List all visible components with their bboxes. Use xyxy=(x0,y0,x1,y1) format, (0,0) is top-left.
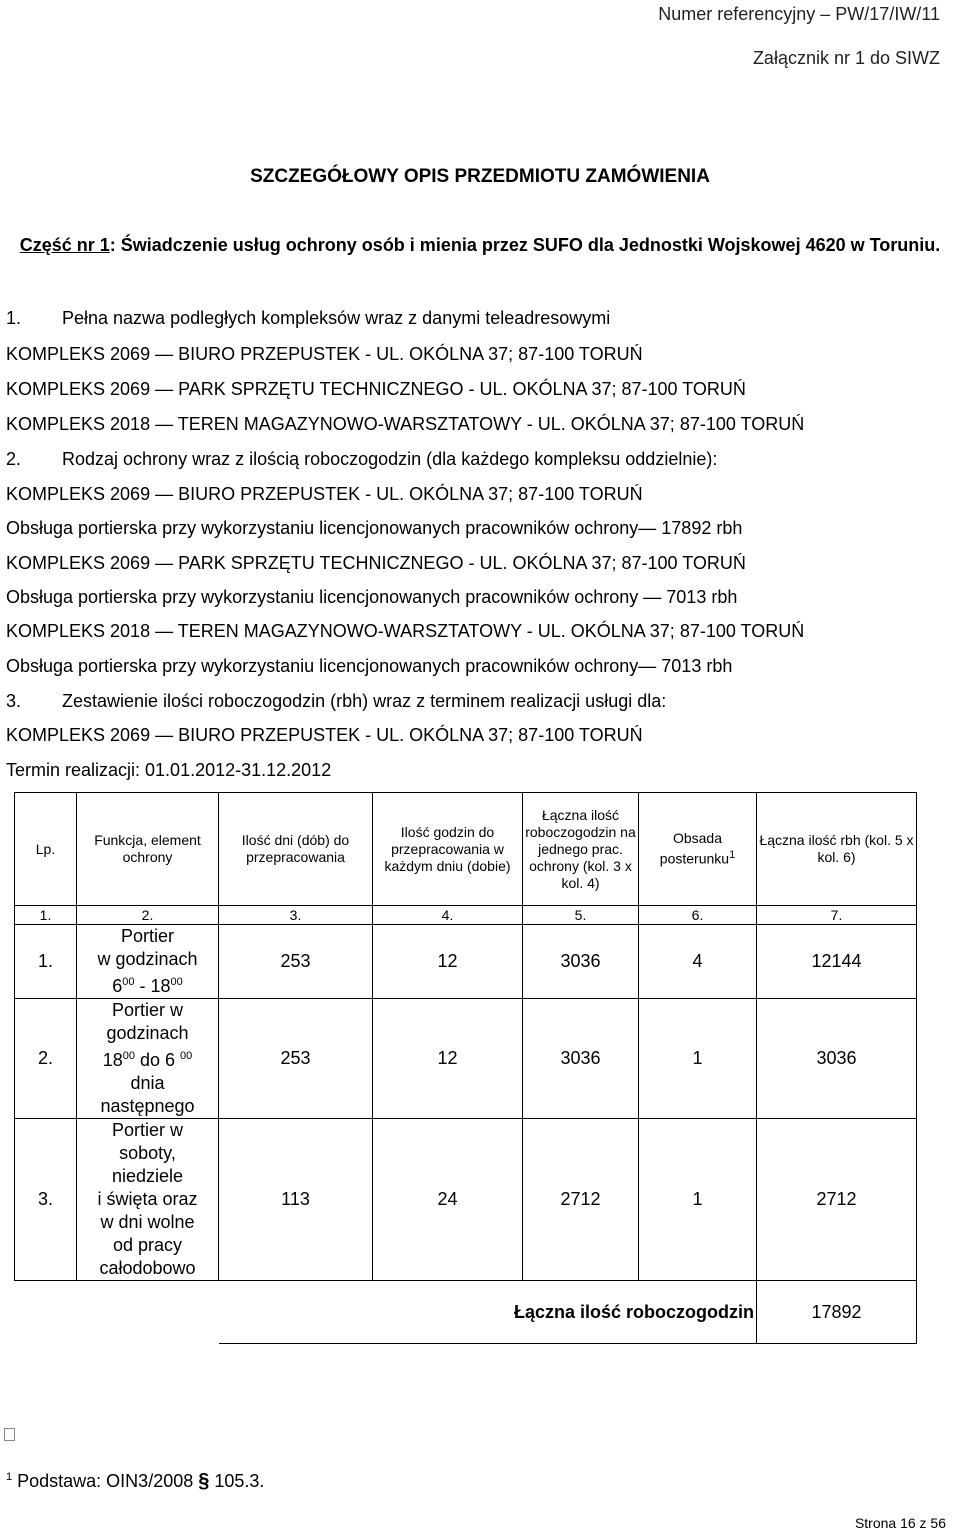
service-line: Obsługa portierska przy wykorzystaniu licencjonowanych pracowników ochrony— 7013 rbh xyxy=(6,656,733,676)
column-number-row xyxy=(15,906,917,925)
annex-label: Załącznik nr 1 do SIWZ xyxy=(752,48,940,68)
col-header-total-per-guard: Łączna ilość roboczogodzin na jednego prac. ochrony (kol. 3 x kol. 4) xyxy=(523,793,639,906)
complex-line: KOMPLEKS 2018 — TEREN MAGAZYNOWO-WARSZTATOWY - UL. OKÓLNA 37; 87-100 TORUŃ xyxy=(6,621,805,641)
row-total-per-guard: 3036 xyxy=(523,925,639,999)
row-total: 2712 xyxy=(757,1119,917,1281)
row-days: 253 xyxy=(219,925,373,999)
section-3-heading: 3. Zestawienie ilości roboczogodzin (rbh) wraz z terminem realizacji usługi dla: xyxy=(6,691,667,711)
row-lp: 1. xyxy=(15,925,77,999)
col-header-function: Funkcja, element ochrony xyxy=(77,793,219,906)
reference-number: Numer referencyjny – PW/17/IW/11 xyxy=(658,4,940,24)
row-total: 12144 xyxy=(757,925,917,999)
section-2-heading: 2. Rodzaj ochrony wraz z ilością roboczogodzin (dla każdego kompleksu oddzielnie): xyxy=(6,449,718,469)
col-header-hours: Ilość godzin do przepracowania w każdym dniu (dobie) xyxy=(373,793,523,906)
hours-table xyxy=(14,792,917,1344)
service-line: Obsługa portierska przy wykorzystaniu licencjonowanych pracowników ochrony — 7013 rbh xyxy=(6,587,738,607)
col-header-days: Ilość dni (dób) do przepracowania xyxy=(219,793,373,906)
row-hours: 12 xyxy=(373,999,523,1119)
row-total-per-guard: 3036 xyxy=(523,999,639,1119)
table-header-row xyxy=(15,793,917,906)
table-row xyxy=(15,1119,917,1281)
col-header-lp: Lp. xyxy=(15,793,77,906)
row-staff: 4 xyxy=(639,925,757,999)
row-days: 253 xyxy=(219,999,373,1119)
complex-line: KOMPLEKS 2069 — BIURO PRZEPUSTEK - UL. OKÓLNA 37; 87-100 TORUŃ xyxy=(6,344,643,364)
page-number: Strona 16 z 56 xyxy=(854,1515,946,1531)
row-total: 3036 xyxy=(757,999,917,1119)
footnote: $^1$ Podstawa: OIN3/2008 § 105.3. xyxy=(6,1470,265,1492)
row-hours: 12 xyxy=(373,925,523,999)
row-hours: 24 xyxy=(373,1119,523,1281)
row-lp: 2. xyxy=(15,999,77,1119)
column-number: 2. xyxy=(77,906,219,925)
total-row xyxy=(15,1281,917,1344)
total-value: 17892 xyxy=(757,1281,917,1344)
row-function: Portier w soboty, niedziele i święta oraz w dni wolne od pracy całodobowo xyxy=(77,1119,219,1281)
complex-line: KOMPLEKS 2069 — BIURO PRZEPUSTEK - UL. OKÓLNA 37; 87-100 TORUŃ xyxy=(6,725,643,745)
column-number: 5. xyxy=(523,906,639,925)
part-description: : Świadczenie usług ochrony osób i mienia przez SUFO dla Jednostki Wojskowej 4620 w Toruniu. xyxy=(109,235,941,255)
part-heading xyxy=(10,232,950,258)
part-number: Część nr 1 xyxy=(19,235,110,255)
page-title: SZCZEGÓŁOWY OPIS PRZEDMIOTU ZAMÓWIENIA xyxy=(250,166,710,187)
service-line: Obsługa portierska przy wykorzystaniu licencjonowanych pracowników ochrony— 17892 rbh xyxy=(6,518,743,538)
row-staff: 1 xyxy=(639,999,757,1119)
term-line: Termin realizacji: 01.01.2012-31.12.2012 xyxy=(6,760,332,780)
complex-line: KOMPLEKS 2069 — PARK SPRZĘTU TECHNICZNEGO - UL. OKÓLNA 37; 87-100 TORUŃ xyxy=(6,379,746,399)
table-row xyxy=(15,999,917,1119)
row-function: Portier w godzinach $18^{00}$ do 6 $^{00}$ dnia następnego xyxy=(77,999,219,1119)
total-label: Łączna ilość roboczogodzin xyxy=(219,1281,757,1344)
row-days: 113 xyxy=(219,1119,373,1281)
complex-line: KOMPLEKS 2069 — PARK SPRZĘTU TECHNICZNEGO - UL. OKÓLNA 37; 87-100 TORUŃ xyxy=(6,553,746,573)
checkbox-glyph-icon xyxy=(4,1428,15,1441)
column-number: 3. xyxy=(219,906,373,925)
row-lp: 3. xyxy=(15,1119,77,1281)
row-total-per-guard: 2712 xyxy=(523,1119,639,1281)
column-number: 7. xyxy=(757,906,917,925)
column-number: 6. xyxy=(639,906,757,925)
row-staff: 1 xyxy=(639,1119,757,1281)
col-header-total: Łączna ilość rbh (kol. 5 x kol. 6) xyxy=(757,793,917,906)
complex-line: KOMPLEKS 2069 — BIURO PRZEPUSTEK - UL. OKÓLNA 37; 87-100 TORUŃ xyxy=(6,484,643,504)
section-1-heading: 1. Pełna nazwa podległych kompleksów wraz z danymi teleadresowymi xyxy=(6,308,611,328)
row-function: Portier w godzinach $6^{00} - 18^{00}$ xyxy=(77,925,219,999)
complex-line: KOMPLEKS 2018 — TEREN MAGAZYNOWO-WARSZTATOWY - UL. OKÓLNA 37; 87-100 TORUŃ xyxy=(6,414,805,434)
col-header-staff: Obsada posterunku$^1$ xyxy=(639,793,757,906)
column-number: 1. xyxy=(15,906,77,925)
column-number: 4. xyxy=(373,906,523,925)
table-row xyxy=(15,925,917,999)
